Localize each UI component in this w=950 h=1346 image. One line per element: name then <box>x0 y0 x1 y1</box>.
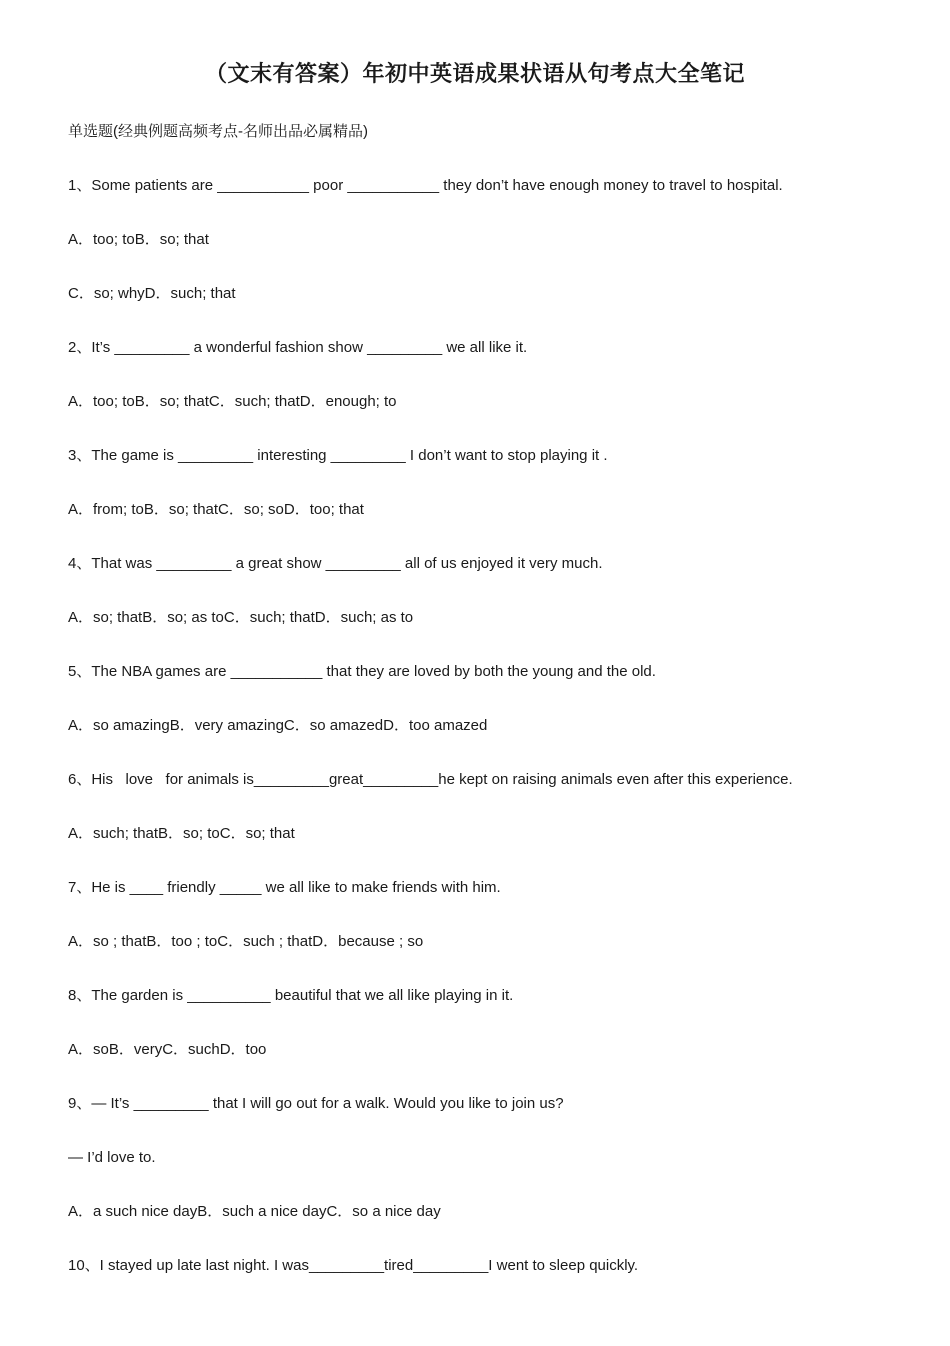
question-9-stem: 9、— It’s _________ that I will go out for a walk. Would you like to join us? <box>68 1095 564 1112</box>
question-2-options: A．too; toB．so; thatC．such; thatD．enough; to <box>68 393 397 410</box>
section-heading: 单选题(经典例题高频考点-名师出品必属精品) <box>68 123 368 140</box>
question-8-stem: 8、The garden is __________ beautiful that we all like playing in it. <box>68 987 514 1004</box>
question-8-options: A．soB．veryC．suchD．too <box>68 1041 267 1058</box>
question-1-options-cd: C．so; whyD．such; that <box>68 285 236 302</box>
question-6-stem: 6、His love for animals is_________great_________he kept on raising animals even after this experience. <box>68 771 793 788</box>
question-4-options: A．so; thatB．so; as toC．such; thatD．such; as to <box>68 609 414 626</box>
question-3-options: A．from; toB．so; thatC．so; soD．too; that <box>68 501 364 518</box>
question-5-options: A．so amazingB．very amazingC．so amazedD．too amazed <box>68 717 488 734</box>
question-list <box>68 120 908 1308</box>
question-9-options: A．a such nice dayB．such a nice dayC．so a nice day <box>68 1203 441 1220</box>
question-10-stem: 10、I stayed up late last night. I was_________tired_________I went to sleep quickly. <box>68 1257 639 1274</box>
question-3-stem: 3、The game is _________ interesting _________ I don’t want to stop playing it . <box>68 447 608 464</box>
question-7-options: A．so ; thatB．too ; toC．such ; thatD．because ; so <box>68 933 424 950</box>
question-7-stem: 7、He is ____ friendly _____ we all like to make friends with him. <box>68 879 501 896</box>
question-1-stem: 1、Some patients are ___________ poor ___________ they don’t have enough money to travel to hospital. <box>68 177 783 194</box>
question-5-stem: 5、The NBA games are ___________ that they are loved by both the young and the old. <box>68 663 656 680</box>
question-1-options-ab: A．too; toB．so; that <box>68 231 209 248</box>
question-6-options: A．such; thatB．so; toC．so; that <box>68 825 295 842</box>
page-title: （文末有答案）年初中英语成果状语从句考点大全笔记 <box>204 61 745 86</box>
question-9-dialogue-reply: — I’d love to. <box>68 1149 156 1166</box>
question-2-stem: 2、It’s _________ a wonderful fashion show _________ we all like it. <box>68 339 528 356</box>
question-4-stem: 4、That was _________ a great show _________ all of us enjoyed it very much. <box>68 555 603 572</box>
